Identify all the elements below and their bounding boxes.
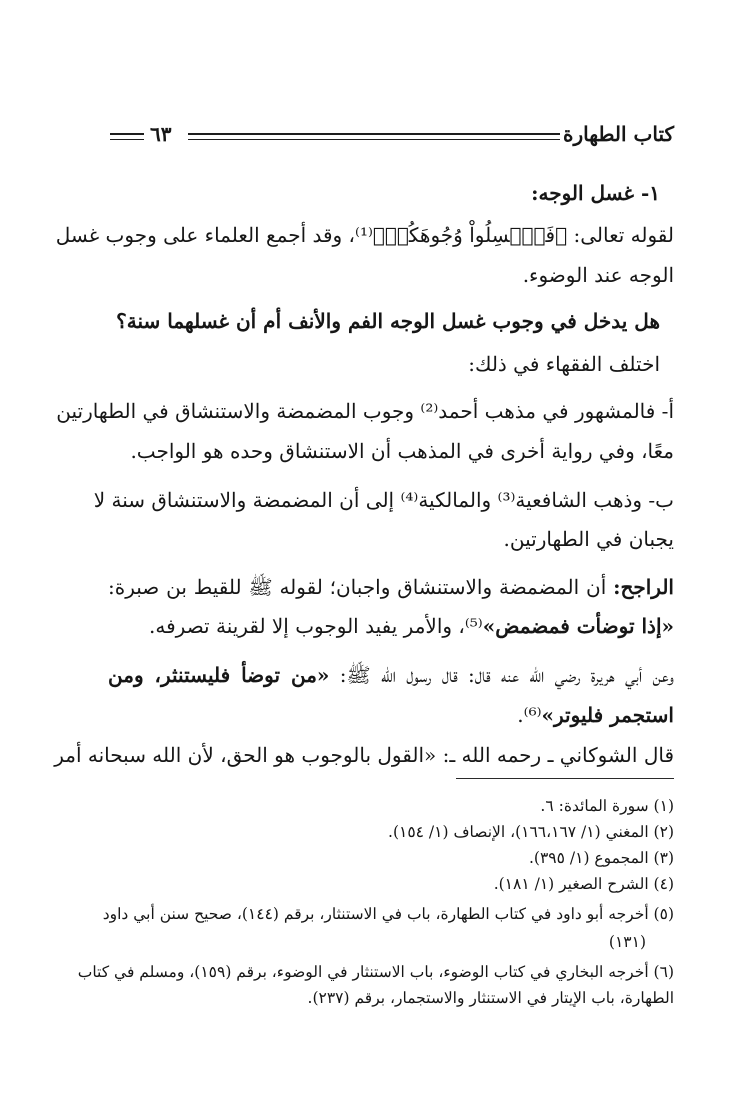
section-heading: ١- غسل الوجه:	[531, 181, 660, 205]
preferred-line-1-text: أن المضمضة والاستنشاق واجبان؛ لقوله ﷺ للقيط بن صبرة:	[108, 575, 614, 599]
page-number-rule	[110, 133, 144, 140]
footnote-6-line-1: (٦) أخرجه البخاري في كتاب الوضوء، باب الاستنثار في الوضوء، برقم (١٥٩)، ومسلم في كتاب	[77, 963, 674, 981]
paragraph-1-line-1: لقوله تعالى: ﴿فَٱغۡسِلُواْ وُجُوهَكُمۡ﴾⁽¹⁾، وقد أجمع العلماء على وجوب غسل	[55, 223, 674, 247]
opinion-b-line-2: يجبان في الطهارتين.	[503, 527, 674, 551]
footnote-2: (٢) المغني (١/ ١٦٦،١٦٧)، الإنصاف (١/ ١٥٤).	[388, 823, 674, 841]
hadith-line-1-text: وعن أبي هريرة رضي الله عنه قال: قال رسول الله ﷺ:	[329, 663, 674, 687]
footnote-1: (١) سورة المائدة: ٦.	[540, 797, 674, 815]
hadith-line-1	[108, 658, 674, 692]
question-heading: هل يدخل في وجوب غسل الوجه الفم والأنف أم أن غسلهما سنة؟	[116, 309, 660, 333]
intro-line: اختلف الفقهاء في ذلك:	[468, 352, 660, 376]
shawkani-line-1: قال الشوكاني ـ رحمه الله ـ: «القول بالوجوب هو الحق، لأن الله سبحانه أمر	[54, 743, 674, 767]
hadith-quote-2a: «من توضأ فليستنثر، ومن	[108, 663, 330, 687]
opinion-a-line-2: معًا، وفي رواية أخرى في المذهب أن الاستنشاق وحده هو الواجب.	[130, 439, 674, 463]
footnote-3: (٣) المجموع (١/ ٣٩٥).	[528, 849, 674, 867]
footnote-5-line-2: (١٣١)	[608, 933, 646, 951]
preferred-line-2	[108, 609, 674, 643]
footnote-5-line-1: (٥) أخرجه أبو داود في كتاب الطهارة، باب في الاستنثار، برقم (١٤٤)، صحيح سنن أبي داود	[102, 905, 674, 923]
footnote-separator	[456, 778, 674, 779]
header-rule	[188, 133, 560, 140]
preferred-line-1	[108, 570, 674, 604]
hadith-line-2	[108, 698, 674, 732]
running-header	[110, 122, 674, 152]
paragraph-1-line-2: الوجه عند الوضوء.	[522, 263, 674, 287]
hadith-quote-1: «إذا توضأت فمضمض»	[482, 614, 674, 638]
header-title: كتاب الطهارة	[563, 122, 674, 146]
preferred-label: الراجح:	[613, 575, 674, 599]
opinion-a-line-1: أ- فالمشهور في مذهب أحمد⁽²⁾ وجوب المضمضة والاستنشاق في الطهارتين	[56, 399, 674, 423]
opinion-b-line-1: ب- وذهب الشافعية⁽³⁾ والمالكية⁽⁴⁾ إلى أن المضمضة والاستنشاق سنة لا	[93, 488, 674, 512]
footnote-4: (٤) الشرح الصغير (١/ ١٨١).	[493, 875, 674, 893]
preferred-line-2-text: ⁽⁵⁾، والأمر يفيد الوجوب إلا لقرينة تصرفه.	[149, 614, 483, 638]
hadith-quote-2b: استجمر فليوتر»	[541, 703, 674, 727]
page-number: ٦٣	[150, 122, 172, 146]
footnote-6-line-2: الطهارة، باب الإيتار في الاستنثار والاستجمار، برقم (٢٣٧).	[307, 989, 674, 1007]
hadith-line-2-text: ⁽⁶⁾.	[517, 703, 542, 727]
